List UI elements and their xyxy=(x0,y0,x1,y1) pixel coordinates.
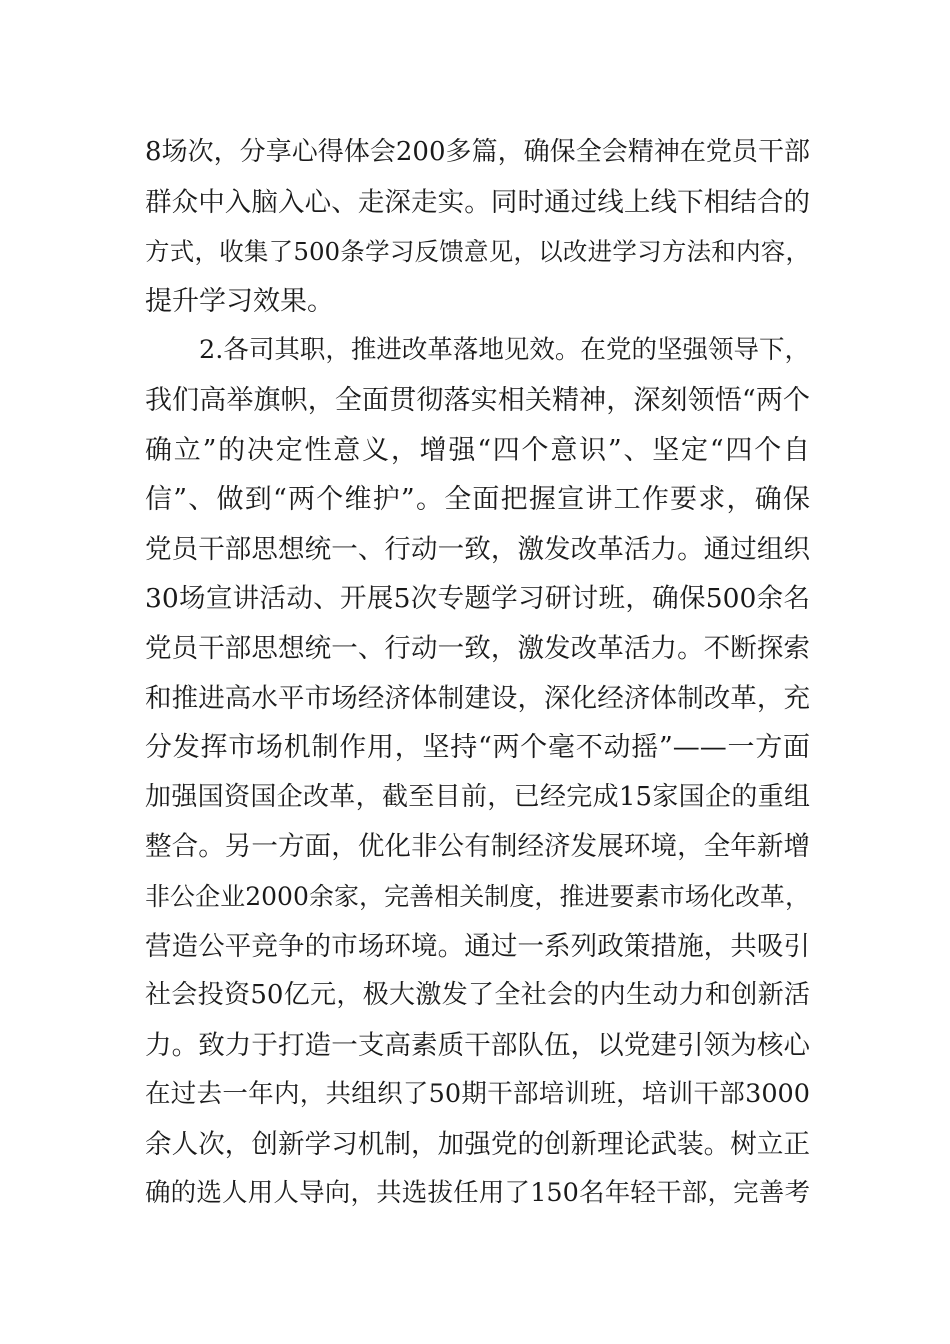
text-line: 营造公平竞争的市场环境。通过一系列政策措施，共吸引 xyxy=(145,930,810,962)
text-line: 提升学习效果。 xyxy=(145,285,334,317)
text-line: 分发挥市场机制作用，坚持“两个毫不动摇”——一方面 xyxy=(145,732,810,764)
text-line: 党员干部思想统一、行动一致，激发改革活力。通过组织 xyxy=(145,533,810,565)
text-line: 力。致力于打造一支高素质干部队伍，以党建引领为核心 xyxy=(145,1029,810,1061)
text-line: 社会投资50亿元，极大激发了全社会的内生动力和创新活 xyxy=(145,980,810,1011)
text-line: 30场宣讲活动、开展5次专题学习研讨班，确保500余名 xyxy=(145,583,810,615)
text-line: 整合。另一方面，优化非公有制经济发展环境，全年新增 xyxy=(145,831,810,863)
text-line: 信”、做到“两个维护”。全面把握宣讲工作要求，确保 xyxy=(145,484,810,516)
text-line: 在过去一年内，共组织了50期干部培训班，培训干部3000 xyxy=(145,1079,810,1110)
body-text xyxy=(145,128,810,1219)
text-line: 加强国资国企改革，截至目前，已经完成15家国企的重组 xyxy=(145,781,810,812)
text-line: 群众中入脑入心、走深走实。同时通过线上线下相结合的 xyxy=(145,186,810,218)
text-line: 8场次，分享心得体会200多篇，确保全会精神在党员干部 xyxy=(145,137,810,167)
text-line: 和推进高水平市场经济体制建设，深化经济体制改革，充 xyxy=(145,682,810,714)
text-line: 非公企业2000余家，完善相关制度，推进要素市场化改革， xyxy=(145,881,810,911)
text-line: 2.各司其职，推进改革落地见效。在党的坚强领导下， xyxy=(199,335,810,366)
text-line: 确的选人用人导向，共选拔任用了150名年轻干部，完善考 xyxy=(145,1178,810,1209)
text-line: 确立”的决定性意义，增强“四个意识”、坚定“四个自 xyxy=(145,434,810,466)
text-line: 我们高举旗帜，全面贯彻落实相关精神，深刻领悟“两个 xyxy=(145,384,810,416)
text-line: 余人次，创新学习机制，加强党的创新理论武装。树立正 xyxy=(145,1128,810,1160)
text-line: 党员干部思想统一、行动一致，激发改革活力。不断探索 xyxy=(145,632,810,664)
text-line: 方式，收集了500条学习反馈意见，以改进学习方法和内容， xyxy=(145,237,810,267)
